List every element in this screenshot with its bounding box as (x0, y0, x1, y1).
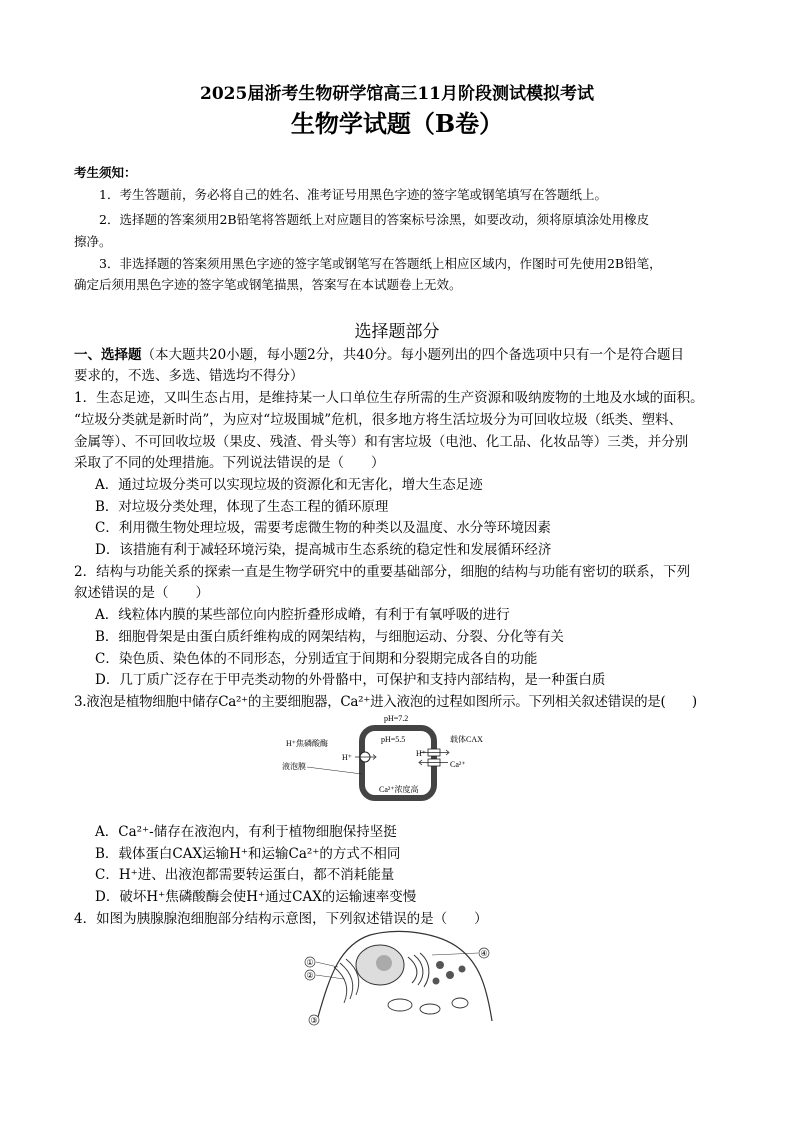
q3-option-a: A．Ca²⁺-储存在液泡内，有利于植物细胞保持坚挺 (95, 824, 397, 840)
notice-line-1: 1．考生答题前，务必将自己的姓名、准考证号用黑色字迹的签字笔或钢笔填写在答题纸上。 (99, 187, 607, 202)
q3-stem: 3.液泡是植物细胞中储存Ca²⁺的主要细胞器，Ca²⁺进入液泡的过程如图所示。下列相关叙述错误的是( ) (74, 694, 697, 710)
q4-stem: 4．如图为胰腺腺泡细胞部分结构示意图，下列叙述错误的是（ ） (74, 911, 488, 927)
acinar-cell-diagram (300, 925, 500, 1033)
vesicle-2 (446, 971, 454, 979)
h-left-label: H⁺ (342, 753, 352, 762)
q3-option-d: D．破坏H⁺焦磷酸酶会使H⁺通过CAX的运输速率变慢 (95, 889, 417, 905)
nucleolus (376, 955, 392, 971)
q1-stem-3: 金属等）、不可回收垃圾（果皮、残渣、骨头等）和有害垃圾（电池、化工品、化妆品等）三类，并分别 (74, 434, 689, 450)
vesicle-1 (436, 961, 444, 969)
q1-option-d: D．该措施有利于减轻环境污染，提高城市生态系统的稳定性和发展循环经济 (95, 542, 552, 558)
mitochondrion-1 (388, 999, 412, 1011)
notice-line-5: 确定后须用黑色字迹的签字笔或钢笔描黑，答案写在本试题卷上无效。 (74, 277, 462, 292)
q2-option-c: C．染色质、染色体的不同形态，分别适宜于间期和分裂期完成各自的功能 (95, 651, 538, 667)
mitochondrion-2 (420, 1004, 440, 1014)
notice-heading: 考生须知： (74, 165, 137, 180)
vacuole-diagram (280, 710, 510, 810)
ph-outside-label: pH=7.2 (384, 714, 409, 723)
part-desc-2: 要求的，不选、多选、错选均不得分） (74, 368, 304, 384)
q1-option-b: B．对垃圾分类处理，体现了生态工程的循环原理 (95, 499, 389, 515)
q2-option-b: B．细胞骨架是由蛋白质纤维构成的网架结构，与细胞运动、分裂、分化等有关 (95, 629, 564, 645)
ca-outside-label: Ca²⁺ (450, 760, 466, 769)
section-title: 选择题部分 (354, 322, 440, 342)
er-fold-2 (334, 967, 347, 1003)
part-heading (74, 343, 684, 363)
q3-option-b: B．载体蛋白CAX运输H⁺和运输Ca²⁺的方式不相同 (95, 846, 401, 862)
marker-2: ② (306, 971, 314, 980)
ca-high-label: Ca²⁺浓度高 (379, 785, 419, 794)
q2-stem-1: 2．结构与功能关系的探索一直是生物学研究中的重要基础部分，细胞的结构与功能有密切的联系，下列 (74, 564, 691, 580)
marker-3: ③ (310, 1016, 318, 1025)
membrane-pointer (307, 767, 362, 774)
q1-stem-1: 1．生态足迹，又叫生态占用，是维持某一人口单位生存所需的生产资源和吸纳废物的土地及水域的面积。 (74, 390, 704, 406)
q3-option-c: C．H⁺进、出液泡都需要转运蛋白，都不消耗能量 (95, 867, 395, 883)
marker-1: ① (306, 958, 314, 967)
carrier-label: 载体CAX (450, 735, 483, 744)
notice-line-2: 2．选择题的答案须用2B铅笔将答题纸上对应题目的答案标号涂黑，如要改动，须将原填涂处用橡皮 (99, 212, 650, 227)
pointer-2 (316, 975, 344, 979)
pointer-4 (432, 953, 478, 955)
cell-membrane (318, 931, 492, 1021)
exam-title: 2025届浙考生物研学馆高三11月阶段测试模拟考试 (200, 84, 594, 104)
q2-stem-2: 叙述错误的是（ ） (74, 585, 209, 601)
golgi-3 (420, 953, 429, 987)
q1-option-c: C．利用微生物处理垃圾，需要考虑微生物的种类以及温度、水分等环境因素 (95, 520, 551, 536)
vesicle-3 (433, 978, 440, 985)
enzyme-label: H⁺焦磷酸酶 (286, 739, 328, 748)
vesicle-4 (459, 966, 466, 973)
golgi-1 (408, 957, 417, 983)
paper-title: 生物学试题（B卷） (290, 109, 504, 138)
q1-stem-4: 采取了不同的处理措施。下列说法错误的是（ ） (74, 455, 385, 471)
part-label: 一、选择题 (74, 347, 142, 363)
pointer-1 (316, 962, 338, 967)
q2-option-a: A．线粒体内膜的某些部位向内腔折叠形成嵴，有利于有氧呼吸的进行 (95, 607, 510, 623)
membrane-label: 液泡膜 (282, 762, 306, 771)
notice-line-3: 擦净。 (74, 234, 112, 249)
notice-line-4: 3．非选择题的答案须用黑色字迹的签字笔或钢笔写在答题纸上相应区域内，作图时可先使用2B铅笔， (99, 256, 662, 271)
q1-option-a: A．通过垃圾分类可以实现垃圾的资源化和无害化，增大生态足迹 (95, 477, 483, 493)
ph-inside-label: pH=5.5 (381, 735, 406, 744)
marker-4: ④ (480, 949, 488, 958)
q1-stem-2: “垃圾分类就是新时尚”，为应对“垃圾围城”危机，很多地方将生活垃圾分为可回收垃圾（纸类、塑料、 (74, 412, 683, 428)
golgi-2 (414, 955, 423, 985)
h-right-label: H⁺ (416, 749, 426, 758)
part-desc: （本大题共20小题，每小题2分，共40分。每小题列出的四个备选项中只有一个是符合题目 (141, 347, 684, 363)
q2-option-d: D．几丁质广泛存在于甲壳类动物的外骨骼中，可保护和支持内部结构，是一种蛋白质 (95, 672, 606, 688)
mitochondrion-3 (452, 998, 468, 1008)
